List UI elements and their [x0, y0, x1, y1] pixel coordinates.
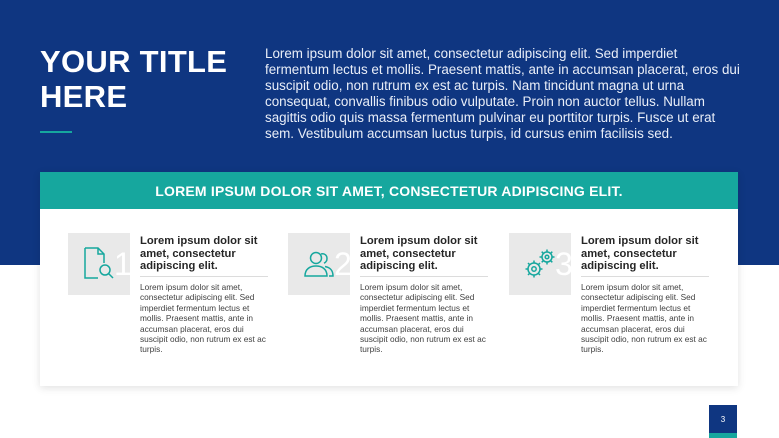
- page-number-accent: [709, 433, 737, 438]
- feature-number: 2: [334, 246, 352, 282]
- intro-paragraph: Lorem ipsum dolor sit amet, consectetur adipiscing elit. Sed imperdiet fermentum lectus et mollis. Praesent mattis, ante in accumsan placerat, eros dui suscipit odio, non rutrum ex est ac turpis. Nam tincidunt magna ut urna consequat, convallis finibus odio vulputate. Proin non auctor tellus. Nullam sagittis odio quis massa fermentum pulvinar eu porttitor turpis. Fusce ut erat sem. Vestibulum accumsan luctus turpis, id cursus enim facilisis sed.: [265, 46, 740, 141]
- feature-divider: [360, 276, 488, 277]
- feature-body: Lorem ipsum dolor sit amet, consectetur adipiscing elit. Sed imperdiet fermentum lectus et mollis. Praesent mattis, ante in accumsan placerat, eros dui suscipit odio, non rutrum ex est ac turpis.: [360, 282, 486, 355]
- feature-item: [509, 233, 714, 363]
- feature-item: [288, 233, 493, 363]
- document-search-icon: [81, 246, 117, 282]
- feature-icon-box: [288, 233, 350, 295]
- feature-body: Lorem ipsum dolor sit amet, consectetur adipiscing elit. Sed imperdiet fermentum lectus et mollis. Praesent mattis, ante in accumsan placerat, eros dui suscipit odio, non rutrum ex est ac turpis.: [140, 282, 266, 355]
- gears-icon: [522, 246, 558, 282]
- feature-divider: [581, 276, 709, 277]
- feature-icon-box: [68, 233, 130, 295]
- title-accent-line: [40, 131, 72, 133]
- feature-item: [68, 233, 273, 363]
- slide-title: YOUR TITLE HERE: [40, 44, 228, 114]
- feature-number: 3: [555, 246, 573, 282]
- content-card: [40, 172, 738, 386]
- feature-heading: Lorem ipsum dolor sit amet, consectetur adipiscing elit.: [140, 235, 258, 272]
- users-icon: [301, 246, 337, 282]
- feature-heading: Lorem ipsum dolor sit amet, consectetur adipiscing elit.: [581, 235, 699, 272]
- feature-divider: [140, 276, 268, 277]
- feature-body: Lorem ipsum dolor sit amet, consectetur adipiscing elit. Sed imperdiet fermentum lectus et mollis. Praesent mattis, ante in accumsan placerat, eros dui suscipit odio, non rutrum ex est ac turpis.: [581, 282, 707, 355]
- card-header: LOREM IPSUM DOLOR SIT AMET, CONSECTETUR ADIPISCING ELIT.: [40, 172, 738, 209]
- feature-heading: Lorem ipsum dolor sit amet, consectetur adipiscing elit.: [360, 235, 478, 272]
- feature-number: 1: [114, 246, 132, 282]
- page-number: 3: [709, 405, 737, 433]
- feature-icon-box: [509, 233, 571, 295]
